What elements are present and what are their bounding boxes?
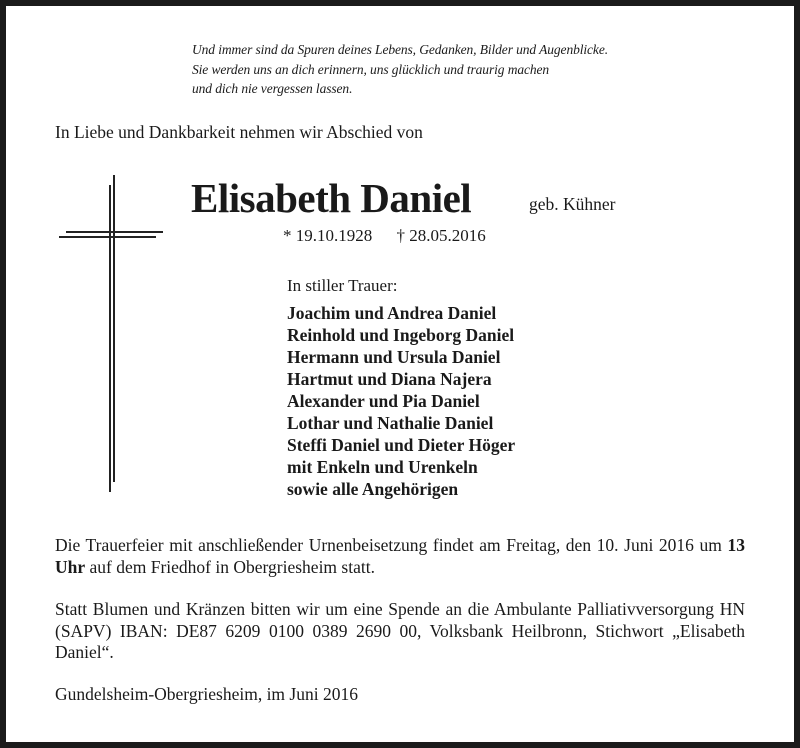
quote-line: und dich nie vergessen lassen. [192, 81, 353, 96]
funeral-text: Die Trauerfeier mit anschließender Urnenbeisetzung findet am Freitag, den 10. Juni 2016 um [55, 535, 728, 555]
death-date: † 28.05.2016 [396, 226, 486, 245]
mourner: mit Enkeln und Urenkeln [287, 457, 478, 477]
mourners-list [287, 302, 515, 500]
mourner: Joachim und Andrea Daniel [287, 303, 497, 323]
birth-date: * 19.10.1928 [283, 226, 373, 245]
life-dates [283, 226, 506, 246]
funeral-time: 13 Uhr [55, 535, 745, 577]
mourner: Reinhold und Ingeborg Daniel [287, 325, 515, 345]
place-date: Gundelsheim-Obergriesheim, im Juni 2016 [55, 684, 358, 704]
memorial-quote [192, 40, 608, 99]
mourner: Steffi Daniel und Dieter Höger [287, 435, 516, 455]
mourner: Hermann und Ursula Daniel [287, 347, 501, 367]
funeral-info [55, 535, 745, 578]
mourner: sowie alle Angehörigen [287, 479, 459, 499]
mourning-label: In stiller Trauer: [287, 276, 398, 295]
quote-line: Sie werden uns an dich erinnern, uns glücklich und traurig machen [192, 61, 550, 77]
obituary-notice [6, 6, 794, 742]
donation-info: Statt Blumen und Kränzen bitten wir um eine Spende an die Ambulante Palliativversorgung HN (SAPV) IBAN: DE87 6209 0100 0389 2690 00, Volksbank Heilbronn, Stichwort „Elisabeth Daniel“. [55, 599, 745, 662]
mourner: Alexander und Pia Daniel [287, 391, 480, 411]
funeral-text: auf dem Friedhof in Obergriesheim statt. [85, 556, 375, 577]
mourner: Hartmut und Diana Najera [287, 369, 492, 389]
deceased-name: Elisabeth Daniel [191, 175, 472, 221]
mourner: Lothar und Nathalie Daniel [287, 413, 494, 433]
maiden-name: geb. Kühner [529, 194, 616, 214]
intro-text: In Liebe und Dankbarkeit nehmen wir Abschied von [55, 122, 423, 142]
quote-line: Und immer sind da Spuren deines Lebens, Gedanken, Bilder und Augenblicke. [192, 42, 608, 57]
